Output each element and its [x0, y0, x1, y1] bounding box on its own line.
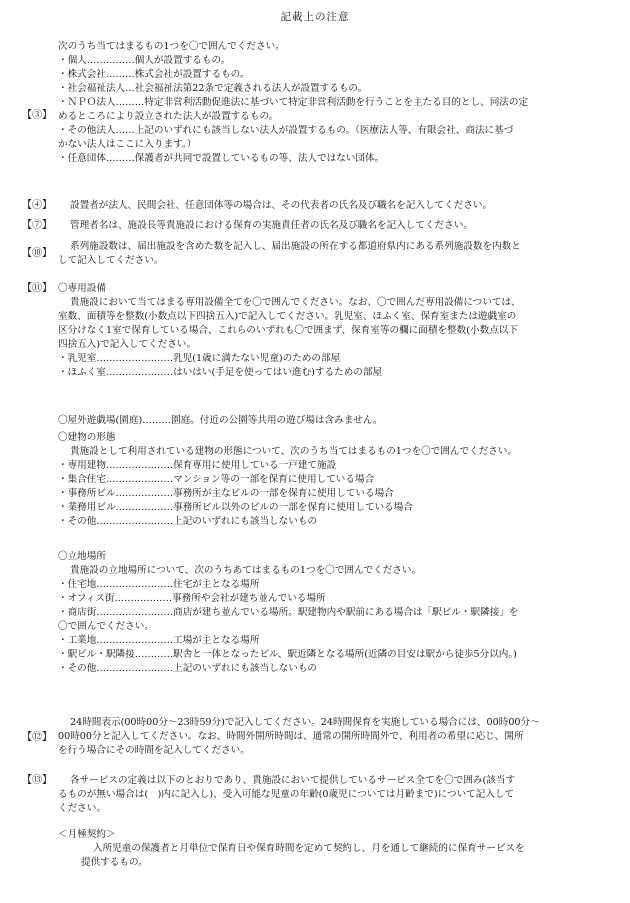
section-mark-3: 【③】 — [22, 110, 52, 121]
option-line: ・専用建物…………………保育専用に使用している一戸建て施設 — [58, 460, 337, 471]
section-11-location — [58, 550, 618, 676]
option-line: ・オフィス街………………事務所や会社が建ち並んでいる場所 — [58, 593, 326, 604]
page-title: 記載上の注意 — [280, 11, 350, 23]
section-3 — [58, 40, 618, 166]
section-11-building — [58, 414, 618, 529]
text-line: 次のうち当てはまるもの1つを〇で囲んでください。 — [58, 41, 285, 52]
option-line: ・集合住宅…………………マンション等の一部を保育に使用している場合 — [58, 474, 375, 485]
text-line: めるところにより設立された法人が設置するもの。 — [58, 111, 279, 122]
option-line: ・ＮＰＯ法人………特定非営利活動促進法に基づいて特定非営利活動を行うことを主たる目的とし、同法の定 — [58, 97, 529, 108]
text-line: 四捨五入)で記入してください。 — [58, 339, 197, 350]
option-line: ・その他法人……上記のいずれにも該当しない法人が設置するもの。（医療法人等、有限会社、商法に基づ — [58, 125, 514, 136]
section-7 — [58, 219, 618, 233]
section-mark-12: 【⑫】 — [22, 732, 52, 743]
section-mark-10: 【⑩】 — [22, 248, 52, 259]
section-mark-4: 【④】 — [22, 200, 52, 211]
section-13 — [58, 774, 618, 816]
section-mark-11: 【⑪】 — [22, 283, 52, 294]
text-line: 各サービスの定義は以下のとおりであり、貴施設において提供しているサービス全てを〇で囲み(該当す — [70, 775, 516, 786]
option-line: ・その他……………………上記のいずれにも該当しないもの — [58, 663, 318, 674]
monthly-contract — [58, 828, 618, 870]
text-line: るものが無い場合は( )内に記入し)、受入可能な児童の年齢(0歳児については月齢まで)について記入して — [58, 789, 515, 800]
text-line: 提供するもの。 — [81, 857, 148, 868]
option-line: ・工業地……………………工場が主となる場所 — [58, 635, 260, 646]
section-11-equipment — [58, 282, 618, 380]
section-10 — [58, 240, 618, 268]
text-line: 00時00分と記入してください。なお、時間外開所時間は、通常の開所時間外で、利用者の希望に応じ、開所 — [58, 731, 524, 742]
option-line: ・業務用ビル………………事務所ビル以外のビルの一部を保育に使用している場合 — [58, 502, 413, 513]
option-line: ・商店街……………………商店が建ち並んでいる場所。駅建物内や駅前にある場合は「駅ビル・駅隣接」を — [58, 607, 519, 618]
text-line: 系列施設数は、届出施設を含めた数を記入し、届出施設の所在する都道府県内にある系列施設数を内数と — [70, 241, 521, 252]
section-mark-13: 【⑬】 — [22, 775, 52, 786]
text-line: を行う場合にその時間を記入してください。 — [58, 745, 250, 756]
text-line: 24時間表示(00時00分～23時59分)で記入してください。24時間保育を実施している場合には、00時00分～ — [70, 717, 540, 728]
option-line: ・社会福祉法人…社会福祉法第22条で定義される法人が設置するもの。 — [58, 83, 368, 94]
text-line: 入所児童の保護者と月単位で保育日や保育時間を定めて契約し、月を通して継続的に保育サービスを — [93, 843, 525, 854]
text-line: かない法人はここに入ります。） — [58, 139, 197, 150]
option-line: ・駅ビル・駅隣接…………駅舎と一体となったビル、駅近隣となる場所(近隣の目安は駅から徒歩5分以内。) — [58, 649, 517, 660]
option-line: ・住宅地……………………住宅が主となる場所 — [58, 579, 260, 590]
option-line: ・任意団体………保護者が共同で設置しているもの等、法人ではない団体。 — [58, 153, 385, 164]
text-line: 設置者が法人、民間会社、任意団体等の場合は、その代表者の氏名及び職名を記入してください。 — [70, 200, 493, 211]
option-line: ・個人……………個人が設置するもの。 — [58, 55, 231, 66]
subheading: 〇建物の形態 — [58, 432, 116, 443]
option-line: ・その他……………………上記のいずれにも該当しないもの — [58, 516, 318, 527]
text-line: ください。 — [58, 803, 106, 814]
option-line: ・事務所ビル………………事務所が主なビルの一部を保育に使用している場合 — [58, 488, 394, 499]
section-12 — [58, 716, 618, 758]
option-line: ・ほふく室…………………はいはい(手足を使ってはい進む)するための部屋 — [58, 367, 383, 378]
text-line: 〇で囲んでください。 — [58, 621, 154, 632]
text-line: 貴施設において当てはまる専用設備全てを〇で囲んでください。なお、〇で囲んだ専用設備については、 — [70, 297, 521, 308]
option-line: ・乳児室……………………乳児(1歳に満たない児童)のための部屋 — [58, 353, 341, 364]
section-mark-7: 【⑦】 — [22, 220, 52, 231]
text-line: して記入してください。 — [58, 255, 164, 266]
text-line: 室数、面積等を整数(小数点以下四捨五入)で記入してください。乳児室、ほふく室、保育室または遊戯室の — [58, 311, 517, 322]
subheading: 〇屋外遊戯場(園庭)………園庭。付近の公園等共用の遊び場は含みません。 — [58, 415, 383, 426]
section-4 — [58, 199, 618, 213]
text-line: 管理者名は、施設長等貴施設における保育の実施責任者の氏名及び職名を記入してください。 — [70, 220, 473, 231]
text-line: 貴施設として利用されている建物の形態について、次のうち当てはまるもの1つを〇で囲んでください。 — [70, 446, 518, 457]
subheading: 〇専用設備 — [58, 283, 106, 294]
text-line: 区分けなく1室で保育している場合、これらのいずれも〇で囲まず、保育室等の欄に面積を整数(小数点以下 — [58, 325, 518, 336]
option-line: ・株式会社………株式会社が設置するもの。 — [58, 69, 250, 80]
subheading: 〇立地場所 — [58, 551, 106, 562]
monthly-heading: ＜月極契約＞ — [58, 829, 116, 840]
text-line: 貴施設の立地場所について、次のうちあてはまるもの1つを〇で囲んでください。 — [70, 565, 422, 576]
